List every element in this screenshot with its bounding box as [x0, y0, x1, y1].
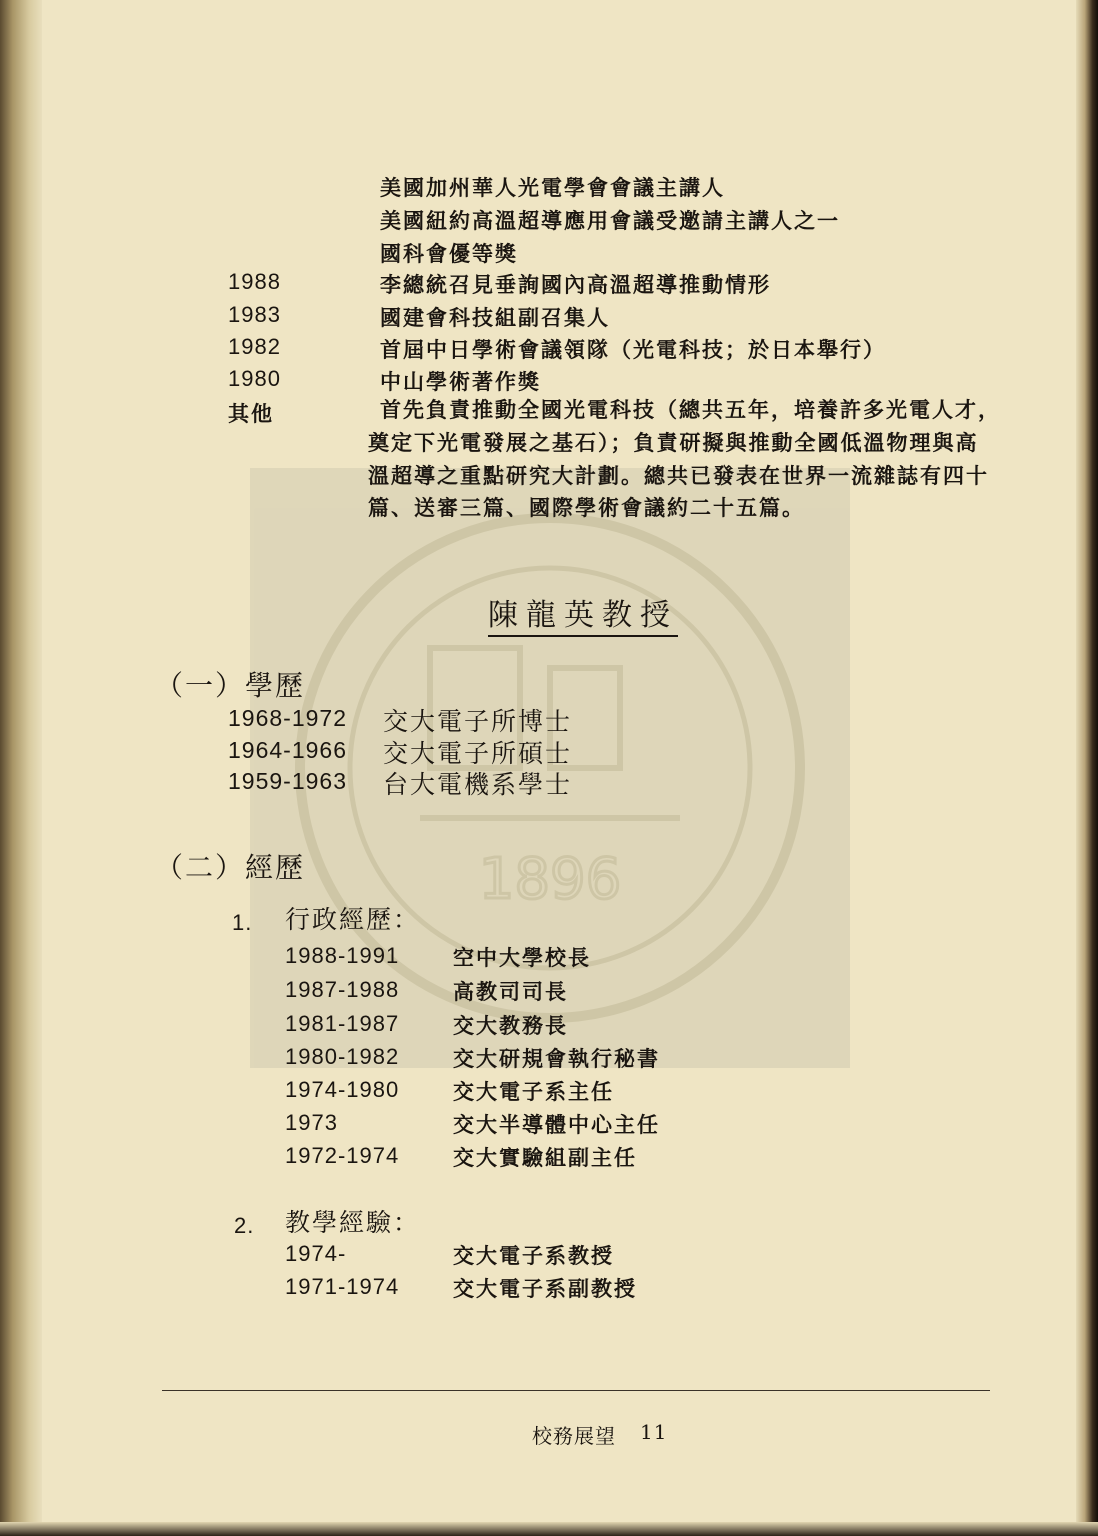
teaching-years: 1971-1974	[285, 1274, 400, 1299]
admin-years: 1973	[285, 1110, 338, 1135]
admin-years: 1987-1988	[285, 977, 400, 1002]
item-text: 中山學術著作獎	[380, 370, 541, 394]
admin-number: 1.	[232, 910, 253, 935]
watermark-year: 1896	[478, 847, 622, 912]
item-text: 李總統召見垂詢國內高溫超導推動情形	[380, 273, 771, 297]
admin-years: 1972-1974	[285, 1143, 400, 1168]
admin-position: 交大半導體中心主任	[453, 1113, 660, 1137]
profile-title: 陳龍英教授	[488, 590, 678, 637]
book-spine-shadow	[0, 0, 42, 1536]
education-years: 1964-1966	[228, 737, 347, 763]
admin-position: 空中大學校長	[453, 946, 591, 970]
admin-position: 交大教務長	[453, 1014, 568, 1038]
education-years: 1968-1972	[228, 705, 347, 731]
page-edge-shadow	[1076, 0, 1098, 1536]
item-year: 1980	[228, 366, 281, 391]
item-year: 1983	[228, 302, 281, 327]
education-years: 1959-1963	[228, 768, 347, 794]
teaching-position: 交大電子系副教授	[453, 1277, 637, 1301]
admin-position: 交大實驗組副主任	[453, 1146, 637, 1170]
admin-label: 行政經歷：	[285, 905, 421, 934]
item-text: 國建會科技組副召集人	[380, 306, 610, 330]
admin-years: 1974-1980	[285, 1077, 400, 1102]
experience-heading: （二）經歷	[155, 851, 306, 884]
teaching-number: 2.	[234, 1213, 255, 1238]
education-degree: 交大電子所碩士	[383, 739, 573, 768]
award-line: 美國紐約高溫超導應用會議受邀請主講人之一	[380, 209, 840, 233]
footer-publication: 校務展望	[532, 1424, 616, 1448]
item-year: 1988	[228, 269, 281, 294]
footer-divider	[162, 1390, 990, 1391]
other-paragraph-line: 首先負責推動全國光電科技（總共五年，培養許多光電人才，	[380, 398, 1001, 422]
other-label: 其他	[228, 402, 274, 426]
page-bottom-edge	[0, 1522, 1098, 1536]
other-paragraph-line: 奠定下光電發展之基石）；負責研擬與推動全國低溫物理與高	[368, 431, 979, 455]
admin-position: 交大電子系主任	[453, 1080, 614, 1104]
admin-years: 1980-1982	[285, 1044, 400, 1069]
page-number: 11	[640, 1420, 668, 1444]
teaching-years: 1974-	[285, 1241, 347, 1266]
education-heading: （一）學歷	[155, 669, 306, 702]
award-line: 美國加州華人光電學會會議主講人	[380, 176, 725, 200]
other-paragraph-line: 篇、送審三篇、國際學術會議約二十五篇。	[368, 496, 805, 520]
admin-position: 交大研規會執行秘書	[453, 1047, 660, 1071]
item-text: 首屆中日學術會議領隊（光電科技；於日本舉行）	[380, 338, 886, 362]
award-line: 國科會優等獎	[380, 242, 518, 266]
admin-position: 高教司司長	[453, 980, 568, 1004]
admin-years: 1988-1991	[285, 943, 400, 968]
education-degree: 交大電子所博士	[383, 707, 573, 736]
item-year: 1982	[228, 334, 281, 359]
admin-years: 1981-1987	[285, 1011, 400, 1036]
other-paragraph-line: 溫超導之重點研究大計劃。總共已發表在世界一流雜誌有四十	[368, 464, 989, 488]
education-degree: 台大電機系學士	[383, 770, 573, 799]
teaching-position: 交大電子系教授	[453, 1244, 614, 1268]
teaching-label: 教學經驗：	[285, 1208, 421, 1237]
